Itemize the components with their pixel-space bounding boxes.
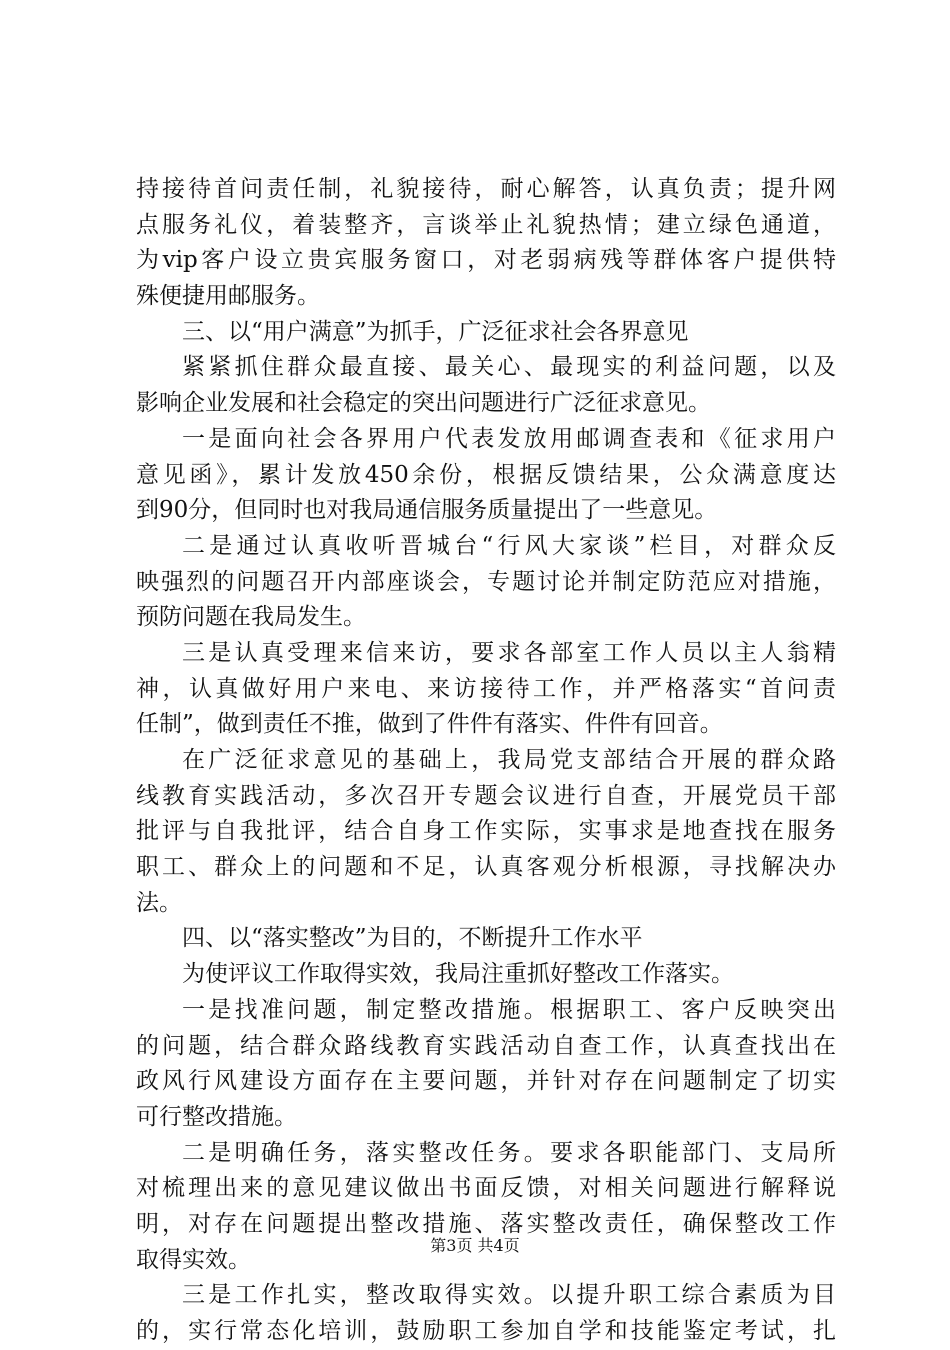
section-heading bbox=[136, 315, 836, 351]
text-line: 对梳理出来的意见建议做出书面反馈，对相关问题进行解释说 bbox=[136, 1175, 836, 1202]
text-line: 二是通过认真收听晋城台“行风大家谈”栏目，对群众反 bbox=[182, 532, 836, 559]
document-body bbox=[136, 172, 836, 1350]
text-line: 映强烈的问题召开内部座谈会，专题讨论并制定防范应对措施， bbox=[136, 568, 836, 595]
paragraph bbox=[136, 172, 836, 315]
text-line: 持接待首问责任制，礼貌接待，耐心解答，认真负责；提升网 bbox=[136, 176, 836, 202]
text-line: 三是认真受理来信来访，要求各部室工作人员以主人翁精 bbox=[182, 639, 836, 666]
paragraph bbox=[136, 1136, 836, 1279]
text-line: 预防问题在我局发生。 bbox=[136, 604, 366, 631]
text-line: 取得实效。 bbox=[136, 1246, 251, 1273]
paragraph bbox=[136, 636, 836, 743]
text-line: 为vip客户设立贵宾服务窗口，对老弱病残等群体客户提供特 bbox=[136, 247, 836, 274]
text-line: 批评与自我批评，结合自身工作实际，实事求是地查找在服务 bbox=[136, 818, 836, 845]
paragraph bbox=[136, 529, 836, 636]
text-line: 神，认真做好用户来电、来访接待工作，并严格落实“首问责 bbox=[136, 675, 836, 702]
text-line: 一是找准问题，制定整改措施。根据职工、客户反映突出 bbox=[182, 996, 836, 1023]
paragraph bbox=[136, 350, 836, 421]
text-line: 一是面向社会各界用户代表发放用邮调查表和《征求用户 bbox=[182, 425, 836, 452]
text-line: 线教育实践活动，多次召开专题会议进行自查，开展党员干部 bbox=[136, 782, 836, 809]
section-heading bbox=[136, 921, 836, 957]
text-line: 四、以“落实整改”为目的，不断提升工作水平 bbox=[182, 925, 643, 952]
text-line: 法。 bbox=[136, 889, 182, 916]
text-line: 意见函》，累计发放450余份，根据反馈结果，公众满意度达 bbox=[136, 461, 836, 488]
paragraph bbox=[136, 993, 836, 1136]
text-line: 职工、群众上的问题和不足，认真客观分析根源，寻找解决办 bbox=[136, 854, 836, 881]
text-line: 为使评议工作取得实效，我局注重抓好整改工作落实。 bbox=[182, 961, 734, 988]
text-line: 紧紧抓住群众最直接、最关心、最现实的利益问题，以及 bbox=[182, 354, 836, 381]
text-line: 影响企业发展和社会稳定的突出问题进行广泛征求意见。 bbox=[136, 390, 711, 417]
text-line: 三是工作扎实，整改取得实效。以提升职工综合素质为目 bbox=[182, 1282, 836, 1309]
paragraph bbox=[136, 422, 836, 529]
text-line: 的问题，结合群众路线教育实践活动自查工作，认真查找出在 bbox=[136, 1032, 836, 1059]
text-line: 点服务礼仪，着装整齐，言谈举止礼貌热情；建立绿色通道， bbox=[136, 211, 836, 238]
text-line: 任制”，做到责任不推，做到了件件有落实、件件有回音。 bbox=[136, 711, 723, 738]
text-line: 到90分，但同时也对我局通信服务质量提出了一些意见。 bbox=[136, 497, 718, 524]
page-footer: 第3页 共4页 bbox=[430, 1236, 520, 1255]
text-line: 三、以“用户满意”为抓手，广泛征求社会各界意见 bbox=[182, 318, 689, 345]
text-line: 的，实行常态化培训，鼓励职工参加自学和技能鉴定考试，扎 bbox=[136, 1318, 836, 1344]
paragraph bbox=[136, 743, 836, 921]
paragraph bbox=[136, 957, 836, 993]
text-line: 明，对存在问题提出整改措施、落实整改责任，确保整改工作 bbox=[136, 1210, 836, 1237]
text-line: 可行整改措施。 bbox=[136, 1103, 297, 1130]
text-line: 二是明确任务，落实整改任务。要求各职能部门、支局所 bbox=[182, 1139, 836, 1166]
paragraph bbox=[136, 1278, 836, 1349]
text-line: 政风行风建设方面存在主要问题，并针对存在问题制定了切实 bbox=[136, 1068, 836, 1095]
text-line: 殊便捷用邮服务。 bbox=[136, 283, 320, 310]
text-line: 在广泛征求意见的基础上，我局党支部结合开展的群众路 bbox=[182, 747, 836, 773]
